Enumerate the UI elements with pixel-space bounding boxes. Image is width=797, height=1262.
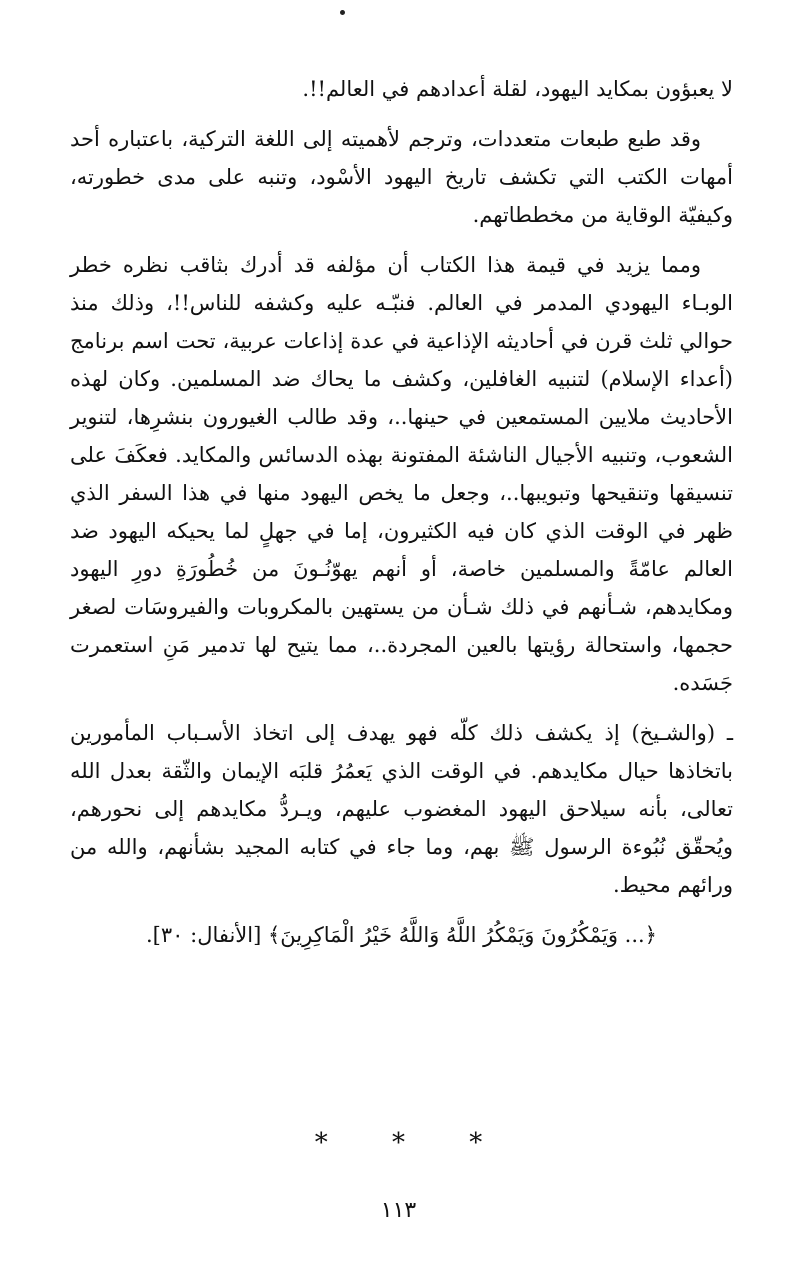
paragraph-1: لا يعبؤون بمكايد اليهود، لقلة أعدادهم في العالم!!. [302,77,733,101]
paragraph-4: ـ (والشـيخ) إذ يكشف ذلك كلّه فهو يهدف إلى اتخاذ الأسـباب المأمورين باتخاذها حيال مكايدهم. في الوقت الذي يَعمُرُ قلبَه الإيمان والثّقة بعدل الله تعالى، بأنه سيلاحق اليهود المغضوب عليهم، ويـردُّ مكايدهم إلى نحورهم، ويُحقّق نُبُوءة الرسول ﷺ بهم، وما جاء في كتابه المجيد بشأنهم، والله من ورائهم محيط. [70,721,733,897]
paragraph-3: ومما يزيد في قيمة هذا الكتاب أن مؤلفه قد أدرك بثاقب نظره خطر الوبـاء اليهودي المدمر في العالم. فنبّـه عليه وكشفه للناس!!، وذلك منذ حوالي ثلث قرن في أحاديثه الإذاعية في عدة إذاعات عربية، تحت اسم برنامج (أعداء الإسلام) لتنبيه الغافلين، وكشف ما يحاك ضد المسلمين. وكان لهذه الأحاديث ملايين المستمعين في حينها..، وقد طالب الغيورون بنشرِها، لتنوير الشعوب، وتنبيه الأجيال الناشئة المفتونة بهذه الدسائس والمكايد. فعكَفَ على تنسيقها وتنقيحها وتبويبها..، وجعل ما يخص اليهود منها في هذا السفر الذي ظهر في الوقت الذي كان فيه الكثيرون، إما في جهلٍ لما يحيكه اليهود ضد العالم عامّةً والمسلمين خاصة، أو أنهم يهوّنُـونَ من خُطُورَةِ دورِ اليهود ومكايدهم، شـأنهم في ذلك شـأن من يستهين بالمكروبات والفيروسَات لصغر حجمها، واستحالة رؤيتها بالعين المجردة..، مما يتيح لها تدمير مَنِ استعمرت جَسَده. [70,253,733,695]
paragraph-2: وقد طبع طبعات متعددات، وترجم لأهميته إلى اللغة التركية، باعتباره أحد أمهات الكتب التي تكشف تاريخ اليهود الأسْود، وتنبه على مدى خطورته، وكيفيّة الوقاية من مخططاتهم. [70,127,733,227]
quran-verse: ﴿... وَيَمْكُرُونَ وَيَمْكُرُ اللَّهُ وَاللَّهُ خَيْرُ الْمَاكِرِينَ﴾ [الأنفال: ٣٠]. [146,923,657,947]
page-number: ١١٣ [380,1198,417,1223]
section-separator: * * * [314,1128,511,1158]
body-text [70,70,733,954]
top-dot-mark [340,10,345,15]
